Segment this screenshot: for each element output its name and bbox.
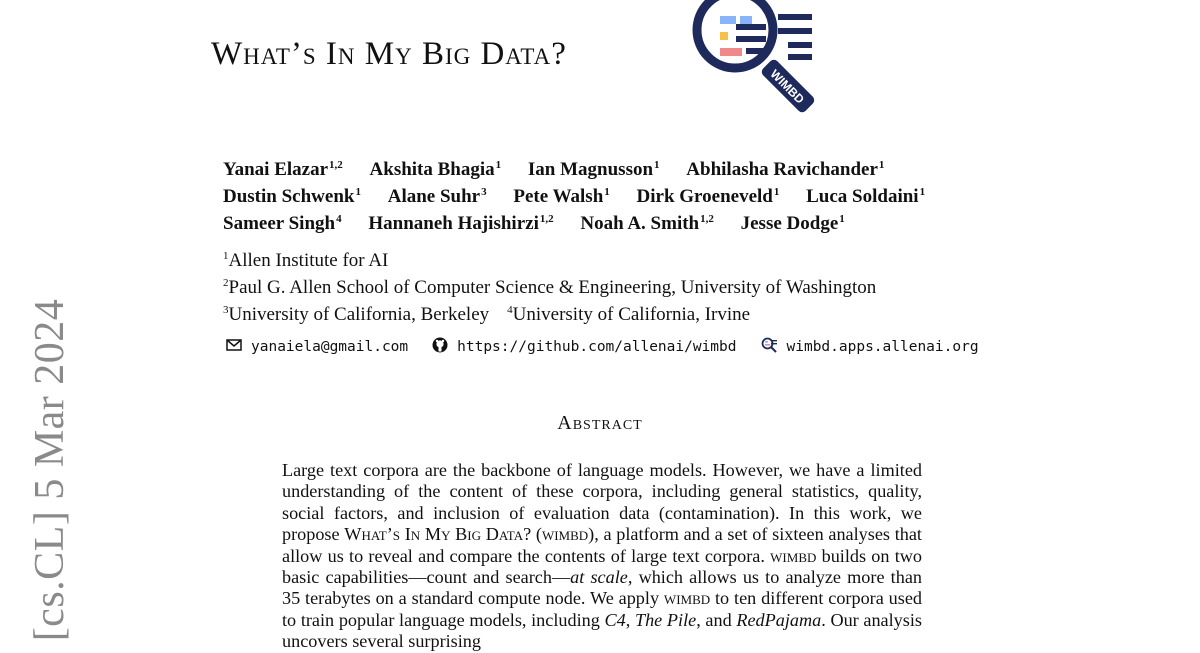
github-icon bbox=[432, 337, 457, 357]
author-row bbox=[223, 181, 947, 208]
author-row bbox=[223, 208, 947, 235]
author: Noah A. Smith$^{1,2}$ bbox=[580, 213, 714, 234]
github-link[interactable]: https://github.com/allenai/wimbd bbox=[432, 337, 736, 357]
wimbd-logo-icon bbox=[761, 337, 787, 357]
wimbd-logo bbox=[688, 0, 818, 114]
arxiv-stamp: [cs.CL] 5 Mar 2024 bbox=[27, 298, 73, 642]
paper-title: What’s In My Big Data? bbox=[211, 36, 567, 72]
affiliation: $^3$University of California, Berkeley $^4$University of California, Irvine bbox=[223, 304, 751, 325]
author-list bbox=[223, 154, 947, 235]
author: Sameer Singh$^4$ bbox=[223, 213, 342, 234]
author: Dustin Schwenk$^1$ bbox=[223, 186, 361, 207]
abstract-heading: Abstract bbox=[557, 412, 643, 434]
abstract-body: Large text corpora are the backbone of language models. However, we have a limited understanding of the content of these corpora, including general statistics, quality, social factors, and inclusion of evaluation data (contamination). In this work, we propose What’s In My Big Data? (wimbd), a platform and a set of sixteen analyses that allow us to reveal and compare the contents of large text corpora. wimbd builds on two basic capabilities—count and search—at scale, which allows us to analyze more than 35 terabytes on a standard compute node. We apply wimbd to ten different corpora used to train popular language models, including C4, The Pile, and RedPajama. Our analysis uncovers several surprising bbox=[282, 460, 923, 652]
author: Yanai Elazar$^{1,2}$ bbox=[223, 159, 343, 180]
author: Abhilasha Ravichander$^1$ bbox=[686, 159, 885, 180]
author: Ian Magnusson$^1$ bbox=[527, 159, 660, 180]
author: Luca Soldaini$^1$ bbox=[806, 186, 926, 207]
affiliation: $^1$Allen Institute for AI bbox=[223, 250, 389, 271]
contact-links bbox=[226, 337, 1003, 357]
author-row bbox=[223, 154, 947, 181]
author: Pete Walsh$^1$ bbox=[513, 186, 610, 207]
svg-text:WIMBD: WIMBD bbox=[767, 66, 808, 107]
author: Hannaneh Hajishirzi$^{1,2}$ bbox=[368, 213, 554, 234]
affiliation: $^2$Paul G. Allen School of Computer Science & Engineering, University of Washington bbox=[223, 277, 877, 298]
author: Jesse Dodge$^1$ bbox=[740, 213, 845, 234]
affiliation-list bbox=[223, 245, 876, 326]
mail-icon bbox=[226, 339, 251, 355]
author: Dirk Groeneveld$^1$ bbox=[636, 186, 780, 207]
author: Alane Suhr$^3$ bbox=[387, 186, 487, 207]
website-link[interactable]: wimbd.apps.allenai.org bbox=[761, 337, 979, 357]
email-link[interactable]: yanaiela@gmail.com bbox=[226, 339, 408, 355]
author: Akshita Bhagia$^1$ bbox=[369, 159, 502, 180]
